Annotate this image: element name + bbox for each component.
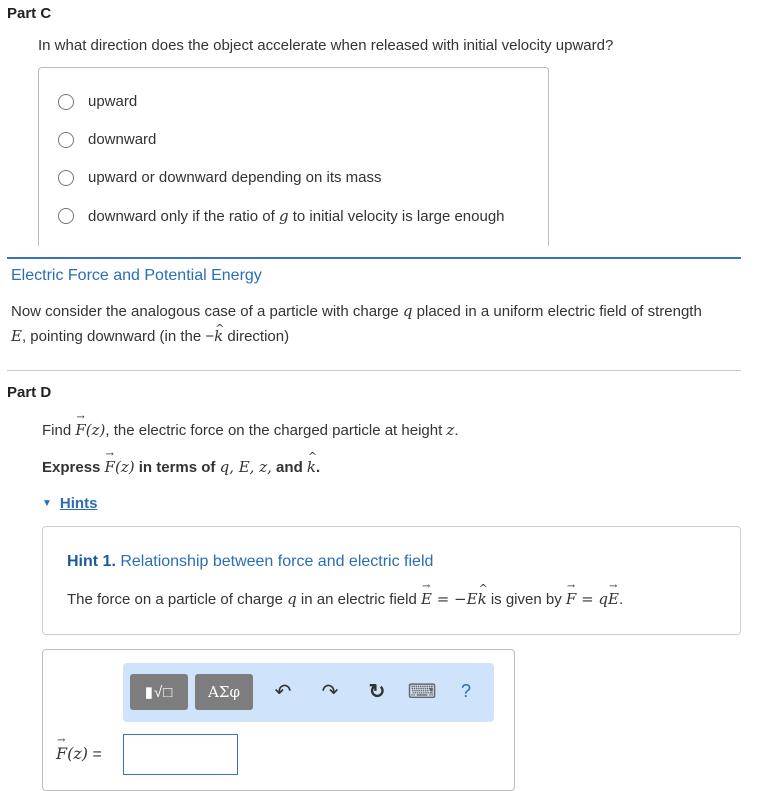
var-q: q xyxy=(287,590,297,608)
section-intro xyxy=(11,299,736,349)
hints-toggle[interactable] xyxy=(42,495,97,512)
hint-text-part: is given by xyxy=(486,591,566,608)
hint-eq: = xyxy=(576,590,599,608)
hint-number: Hint 1. xyxy=(67,553,116,570)
greek-symbols-button[interactable]: ΑΣφ xyxy=(195,674,253,710)
intro-text: Now consider the analogous case of a particle with charge xyxy=(11,303,403,320)
choice-label: upward xyxy=(88,93,138,110)
choice-ratio[interactable] xyxy=(58,207,505,225)
choice-text-post: to initial velocity is large enough xyxy=(288,208,505,225)
radio-button[interactable] xyxy=(58,208,74,224)
var-q: q xyxy=(598,590,609,608)
find-text: Find xyxy=(42,422,76,439)
hint-title-text: Relationship between force and electric field xyxy=(115,553,434,570)
var-z-arg: (z) xyxy=(85,421,106,439)
hint-text-part: The force on a particle of charge xyxy=(67,591,288,608)
radio-button[interactable] xyxy=(58,94,74,110)
var-z-arg: (z) xyxy=(114,458,135,476)
hint-text xyxy=(67,590,623,608)
choice-mass[interactable] xyxy=(58,169,382,186)
intro-text: , pointing downward (in the − xyxy=(21,328,215,345)
templates-button[interactable]: ▮√□ xyxy=(130,674,188,710)
var-k-hat: ^ k xyxy=(307,458,316,476)
section-title: Electric Force and Potential Energy xyxy=(11,267,262,284)
intro-text: direction) xyxy=(223,328,290,345)
choice-label xyxy=(88,207,505,225)
express-text: Express xyxy=(42,459,105,476)
hint-box xyxy=(42,526,741,635)
answer-input[interactable] xyxy=(123,734,238,775)
undo-icon[interactable]: ↶ xyxy=(274,680,292,703)
math-toolbar xyxy=(123,663,494,722)
radio-button[interactable] xyxy=(58,170,74,186)
part-d-express xyxy=(42,458,320,476)
choice-downward[interactable] xyxy=(58,131,156,148)
choice-upward[interactable] xyxy=(58,93,137,110)
hints-label[interactable]: Hints xyxy=(59,495,98,512)
var-E-vec: → E xyxy=(608,590,619,608)
help-icon[interactable]: ? xyxy=(460,680,471,701)
caret-down-icon: ▼ xyxy=(42,498,52,509)
var-F-vec: → F xyxy=(566,590,576,608)
hint-text-part: in an electric field xyxy=(296,591,421,608)
part-c-title: Part C xyxy=(7,5,52,22)
var-E: E xyxy=(466,590,478,608)
express-text: . xyxy=(316,459,321,476)
var-E: E xyxy=(11,327,22,345)
equals-sign: = xyxy=(88,746,102,763)
reset-icon[interactable]: ↻ xyxy=(368,680,386,703)
hint-text-part: . xyxy=(618,591,624,608)
var-z: z xyxy=(446,421,455,439)
part-divider xyxy=(7,370,741,371)
var-F-vec: → F xyxy=(56,744,67,763)
choice-label: downward xyxy=(88,131,157,148)
choice-text-pre: downward only if the ratio of xyxy=(88,208,279,225)
answer-box xyxy=(42,649,515,791)
express-vars: q, E, z, xyxy=(219,458,272,476)
var-z-arg: (z) xyxy=(67,744,89,763)
hint-title[interactable] xyxy=(67,553,433,571)
keyboard-icon[interactable]: ⌨ xyxy=(407,680,437,703)
express-text: and xyxy=(271,459,307,476)
var-k-hat: ^ k xyxy=(478,590,487,608)
redo-icon[interactable]: ↷ xyxy=(321,680,339,703)
var-F-vec: → F xyxy=(105,458,115,476)
find-text: , the electric force on the charged particle at height xyxy=(105,422,447,439)
part-c-question: In what direction does the object accelerate when released with initial velocity upward? xyxy=(38,37,614,54)
express-text: in terms of xyxy=(134,459,220,476)
var-k-hat: ^ k xyxy=(214,324,223,349)
section-divider xyxy=(7,257,741,259)
answer-label xyxy=(56,744,102,764)
hint-eq: = − xyxy=(431,590,467,608)
find-text: . xyxy=(454,422,459,439)
part-d-find xyxy=(42,421,459,439)
var-g: g xyxy=(278,207,289,225)
var-F-vec: → F xyxy=(75,421,85,439)
choices-box xyxy=(38,67,549,246)
part-d-title: Part D xyxy=(7,384,52,401)
var-q: q xyxy=(402,302,413,320)
intro-text: placed in a uniform electric field of strength xyxy=(412,303,702,320)
choice-label: upward or downward depending on its mass xyxy=(88,169,382,186)
var-E-vec: → E xyxy=(421,590,432,608)
radio-button[interactable] xyxy=(58,132,74,148)
